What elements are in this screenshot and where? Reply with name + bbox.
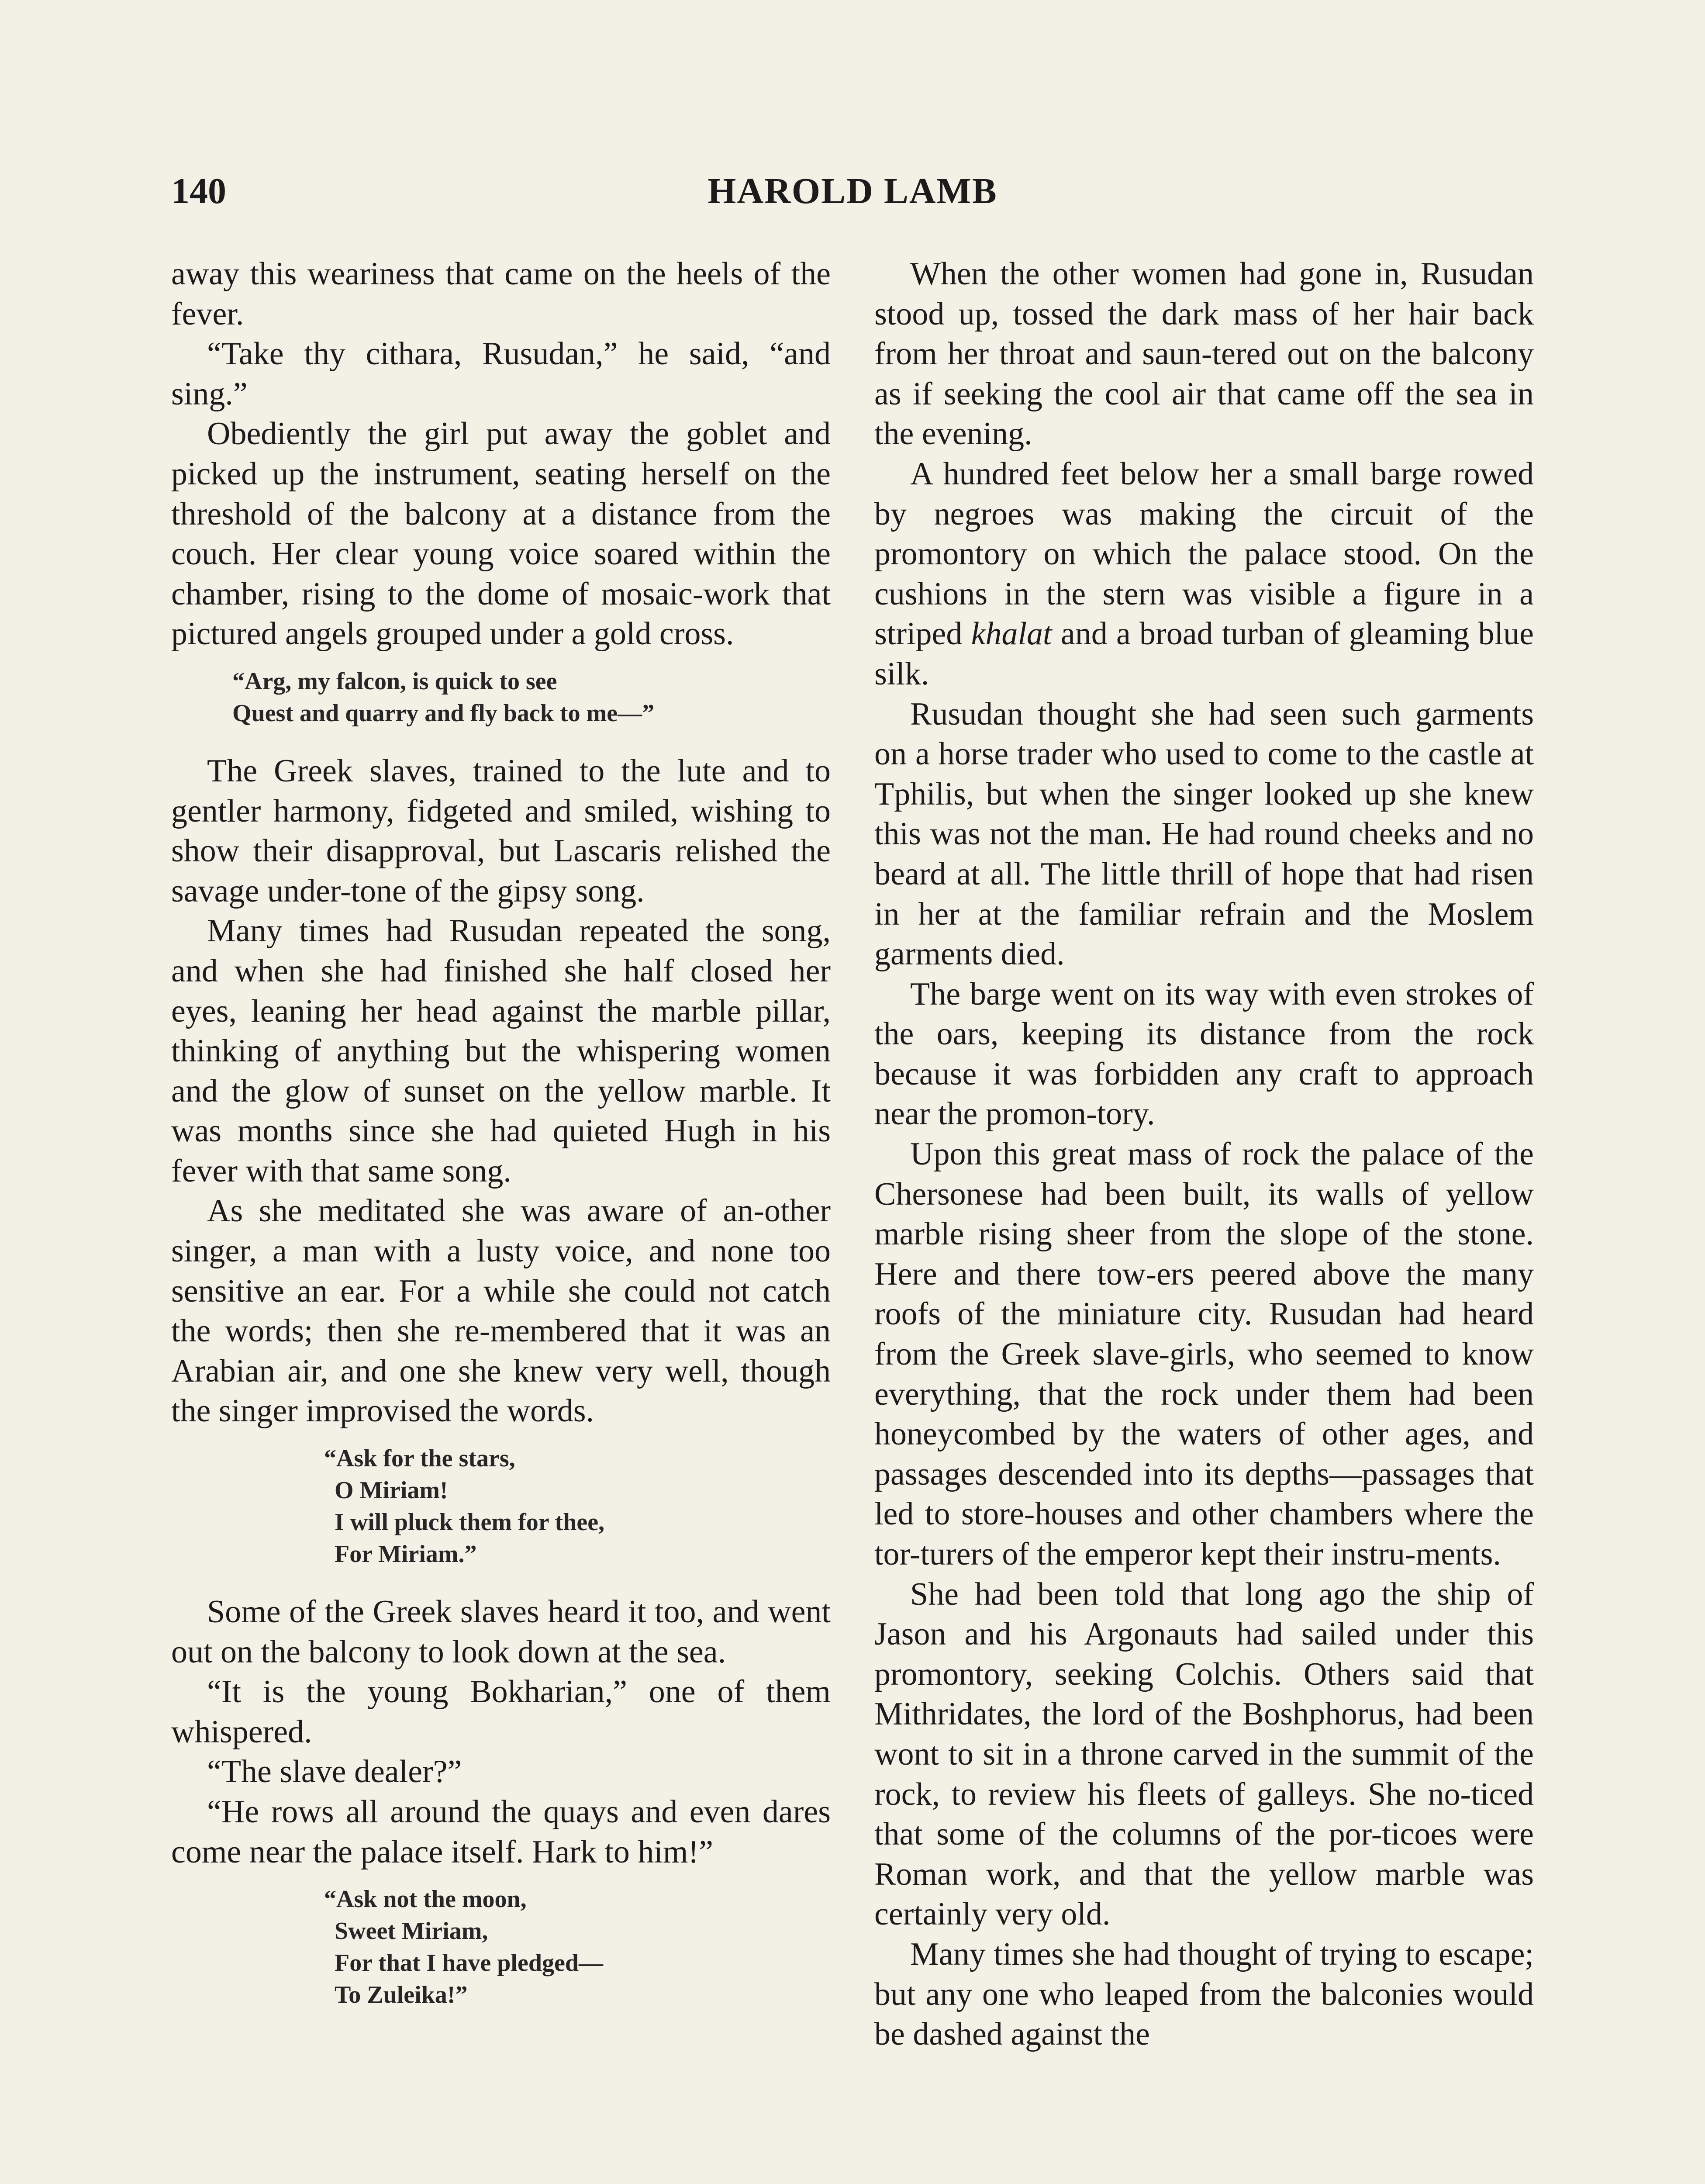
text-run: A hundred feet below her a small barge rowed by negroes was making the circuit of the promontory on which the palace stood. On the cushions in the stern was visible a figure in a striped — [874, 456, 1534, 652]
left-column — [171, 254, 831, 2033]
page-number: 140 — [171, 171, 226, 211]
paragraph: She had been told that long ago the ship of Jason and his Argonauts had sailed under this promontory, seeking Colchis. Others said that Mithridates, the lord of the Boshphorus, had been wont to sit in a throne carved in the summit of the rock, to review his fleets of galleys. She no-ticed that some of the columns of the por-ticoes were Roman work, and that the yellow marble was certainly very old. — [874, 1576, 1534, 1932]
paragraph: Many times had Rusudan repeated the song, and when she had finished she half closed her eyes, leaning her head against the marble pillar, thinking of anything but the whispering women and the glow of sunset on the yellow marble. It was months since she had quieted Hugh in his fever with that same song. — [171, 913, 831, 1189]
paragraph: “He rows all around the quays and even dares come near the palace itself. Hark to him!” — [171, 1794, 831, 1870]
verse-stars — [324, 1443, 831, 1570]
paragraph: As she meditated she was aware of an-other singer, a man with a lusty voice, and none too sensitive an ear. For a while she could not catch the words; then she re-membered that it was an Arabian air, and one she knew very well, though the singer improvised the words. — [171, 1193, 831, 1429]
paragraph: Rusudan thought she had seen such garments on a horse trader who used to come to the castle at Tphilis, but when the singer looked up she knew this was not the man. He had round cheeks and no beard at all. The little thrill of hope that had risen in her at the familiar refrain and the Moslem garments died. — [874, 696, 1534, 972]
verse-line: Sweet Miriam, — [335, 1918, 488, 1945]
verse-line: For Miriam.” — [335, 1541, 477, 1568]
verse-line: “Ask for the stars, — [324, 1445, 515, 1472]
text-run: and a broad turban of gleaming blue silk. — [874, 616, 1534, 692]
verse-line: For that I have pledged— — [335, 1949, 603, 1977]
paragraph: “Take thy cithara, Rusudan,” he said, “and sing.” — [171, 336, 831, 412]
verse-line: To Zuleika!” — [335, 1981, 468, 2009]
verse-line: I will pluck them for thee, — [335, 1509, 605, 1536]
running-head — [171, 169, 1534, 218]
paragraph: Upon this great mass of rock the palace of the Chersonese had been built, its walls of yellow marble rising sheer from the slope of the stone. Here and there tow-ers peered above the many roofs of the miniature city. Rusudan had heard from the Greek slave-girls, who seemed to know everything, that the rock under them had been honeycombed by the waters of other ages, and passages descended into its depths—passages that led to store-houses and other chambers where the tor-turers of the emperor kept their instru-ments. — [874, 1136, 1534, 1572]
verse-falcon — [232, 666, 831, 729]
paragraph: The barge went on its way with even strokes of the oars, keeping its distance from the rock because it was forbidden any craft to approach near the promon-tory. — [874, 976, 1534, 1132]
verse-line: Quest and quarry and fly back to me—” — [232, 699, 655, 727]
paragraph: “The slave dealer?” — [207, 1754, 462, 1790]
paragraph: The Greek slaves, trained to the lute and to gentler harmony, fidgeted and smiled, wishing to show their disapproval, but Lascaris relished the savage under-tone of the gipsy song. — [171, 753, 831, 909]
paragraph: Obediently the girl put away the goblet and picked up the instrument, seating herself on the threshold of the balcony at a distance from the couch. Her clear young voice soared within the chamber, rising to the dome of mosaic-work that pictured angels grouped under a gold cross. — [171, 416, 831, 652]
right-column — [874, 254, 1534, 2055]
paragraph — [874, 454, 1534, 695]
verse-line: O Miriam! — [335, 1477, 448, 1504]
paragraph: “It is the young Bokharian,” one of them whispered. — [171, 1674, 831, 1750]
paragraph: away this weariness that came on the heels of the fever. — [171, 256, 831, 332]
italic-word: khalat — [971, 616, 1052, 652]
verse-line: “Ask not the moon, — [324, 1886, 527, 1913]
running-title: HAROLD LAMB — [708, 171, 997, 211]
paragraph: Many times she had thought of trying to escape; but any one who leaped from the balconies would be dashed against the — [874, 1936, 1534, 2053]
paragraph: When the other women had gone in, Rusudan stood up, tossed the dark mass of her hair back from her throat and saun-tered out on the balcony as if seeking the cool air that came off the sea in the evening. — [874, 256, 1534, 452]
verse-moon — [324, 1883, 831, 2011]
paragraph: Some of the Greek slaves heard it too, and went out on the balcony to look down at the sea. — [171, 1594, 831, 1670]
verse-line: “Arg, my falcon, is quick to see — [232, 667, 557, 695]
